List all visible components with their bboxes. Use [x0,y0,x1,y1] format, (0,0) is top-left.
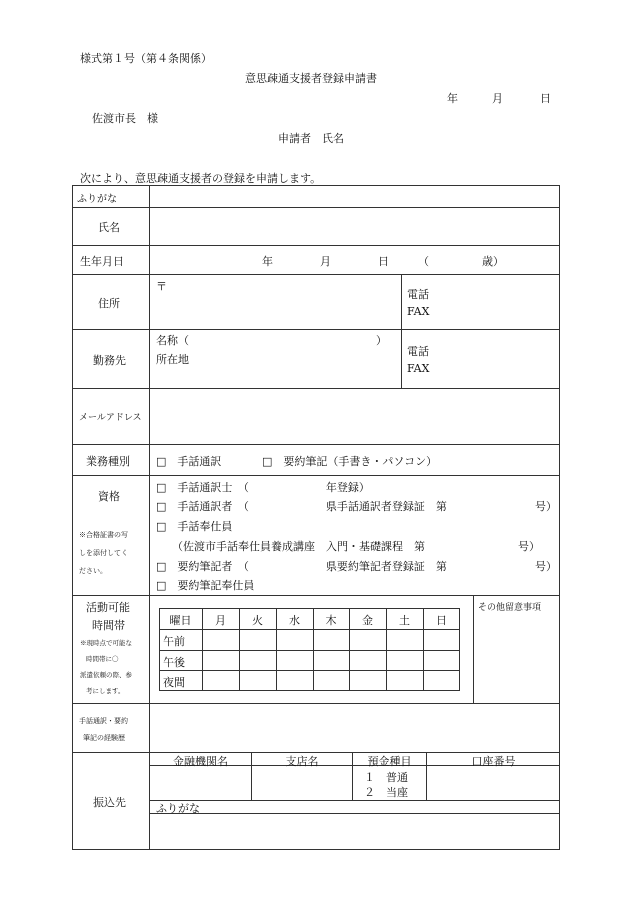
date-day-label: 日 [540,92,551,105]
work-type-label: 業務種別 [86,455,130,468]
schedule-header-fri: 金 [362,614,373,627]
qualification-label: 資格 [98,490,120,503]
qual-summary-writer-go: 号） [535,560,557,573]
work-type-summary-writing-checkbox[interactable]: □ 要約筆記（手書き・パソコン） [262,455,438,468]
workplace-name-close: ） [376,334,387,347]
schedule-header-sat: 土 [399,614,410,627]
availability-note-1: ※現時点で可能な [80,639,132,647]
furigana-field[interactable] [150,186,559,207]
email-field[interactable] [150,389,559,444]
branch-name-header: 支店名 [285,755,319,768]
birth-day-label: 日 [378,255,389,268]
qual-sign-volunteer-go: 号） [518,540,540,553]
qual-sign-volunteer-checkbox[interactable]: □ 手話奉仕員 [156,520,233,533]
availability-label: 活動可能 [86,601,130,614]
address-tel-label: 電話 [407,288,429,301]
address-fax-label: FAX [407,305,430,318]
name-field[interactable] [150,208,559,245]
email-label: メールアドレス [79,413,142,423]
schedule-header-mon: 月 [215,614,226,627]
work-type-sign-language-checkbox[interactable]: □ 手話通訳 [156,455,222,468]
schedule-slot-night: 夜間 [163,676,185,689]
intro-text: 次により、意思疎通支援者の登録を申請します。 [80,172,322,185]
experience-field[interactable] [150,704,559,752]
birth-year-label: 年 [262,255,273,268]
qualification-note-2: しを添付してく [79,549,128,557]
schedule-header-sun: 日 [436,614,447,627]
transfer-label: 振込先 [93,796,126,809]
experience-label: 手話通訳・要約 [79,717,128,725]
schedule-slot-morning: 午前 [163,635,185,648]
schedule-header-thu: 木 [325,614,337,627]
qual-summary-volunteer-checkbox[interactable]: □ 要約筆記奉仕員 [156,579,255,592]
schedule-header-weekday: 曜日 [169,614,192,627]
qual-sign-interpreter-certified-checkbox[interactable]: □ 手話通訳士 （ 年登録） [156,481,370,494]
qual-summary-writer-checkbox[interactable]: □ 要約筆記者 （ 県要約筆記者登録証 第 [156,560,447,573]
workplace-tel-label: 電話 [407,345,429,358]
experience-label-2: 筆記の経験歴 [83,734,125,742]
account-number-header: 口座番号 [471,755,516,768]
qual-sign-interpreter-checkbox[interactable]: □ 手話通訳者 （ 県手話通訳者登録証 第 [156,500,447,513]
availability-note-3: 派遣依頼の際、参 [80,671,132,679]
age-open-paren: （ [418,255,429,268]
address-label: 住所 [98,297,120,310]
applicant-name-label: 申請者 氏名 [278,132,344,145]
qual-sign-volunteer-course: （佐渡市手話奉仕員養成講座 入門・基礎課程 第 [172,540,425,553]
date-month-label: 月 [492,92,503,105]
schedule-slot-afternoon: 午後 [163,656,185,669]
deposit-ordinary-option[interactable]: １ 普通 [364,771,408,784]
workplace-location-label: 所在地 [156,353,189,366]
bank-name-header: 金融機関名 [173,755,228,768]
availability-note-2: 時間帯に〇 [86,655,119,663]
birthdate-label: 生年月日 [80,255,124,268]
furigana-label: ふりがな [77,194,117,205]
availability-note-4: 考にします。 [86,687,125,695]
form-title: 意思疎通支援者登録申請書 [245,72,377,85]
bank-furigana-label: ふりがな [156,802,200,815]
date-year-label: 年 [447,92,458,105]
workplace-name-label: 名称（ [156,334,189,347]
other-notes-label: その他留意事項 [478,603,542,613]
deposit-current-option[interactable]: ２ 当座 [364,786,408,799]
postal-mark: 〒 [156,280,167,293]
qual-sign-interpreter-go: 号） [535,500,557,513]
name-label: 氏名 [98,221,120,234]
birth-month-label: 月 [320,255,331,268]
schedule-header-tue: 火 [252,614,263,627]
workplace-fax-label: FAX [407,362,430,375]
addressee: 佐渡市長 様 [92,112,158,125]
age-label: 歳） [482,255,504,268]
qualification-note-1: ※合格証書の写 [79,531,128,539]
deposit-type-header: 預金種目 [367,755,412,768]
form-number: 様式第１号（第４条関係） [80,52,212,65]
qualification-note-3: ださい。 [79,567,107,575]
schedule-header-wed: 水 [289,614,300,627]
workplace-label: 勤務先 [93,354,126,367]
availability-label-2: 時間帯 [92,619,125,632]
